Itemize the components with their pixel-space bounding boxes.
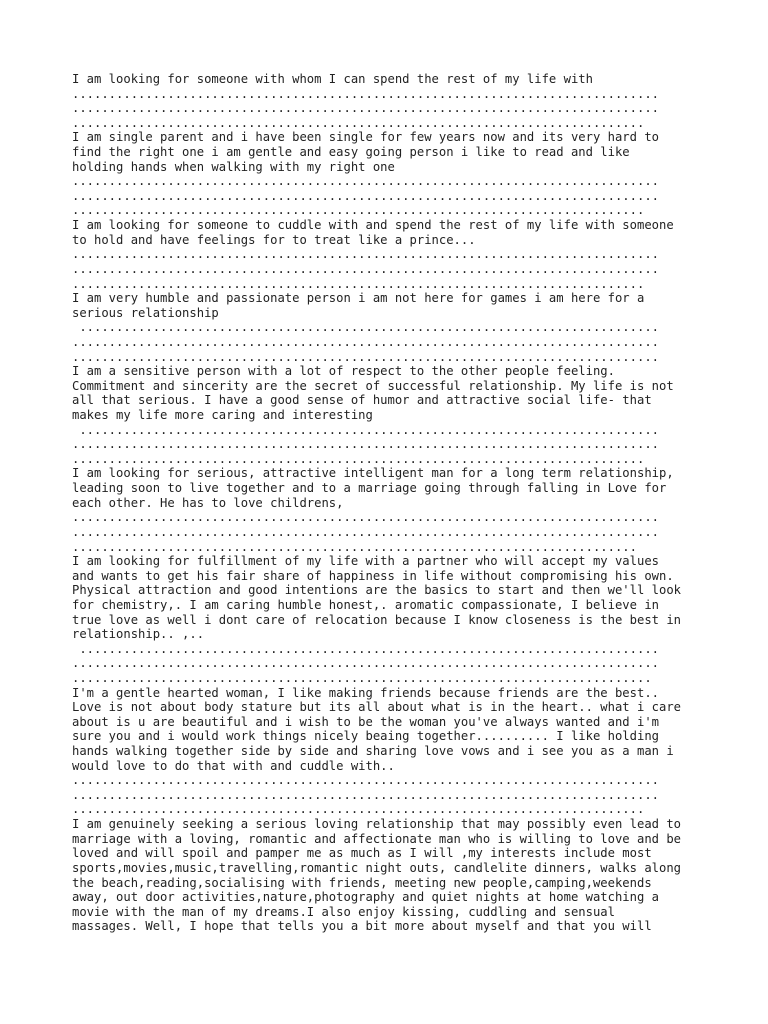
separator-line: .............................................................................: [72, 539, 637, 554]
text-line: I am single parent and i have been single for few years now and its very hard to: [72, 130, 659, 145]
separator-line: ................................................................................: [72, 510, 659, 525]
text-line: away, out door activities,nature,photography and quiet nights at home watching a: [72, 890, 659, 905]
separator-line: ...............................................................................: [72, 422, 659, 437]
separator-line: ...............................................................................: [72, 670, 652, 685]
text-line: Physical attraction and good intentions are the basics to start and then we'll look: [72, 583, 682, 598]
text-line: I am looking for fulfillment of my life with a partner who will accept my values: [72, 554, 659, 569]
text-line: for chemistry,. I am caring humble honest,. aromatic compassionate, I believe in: [72, 597, 659, 612]
text-line: I am a sensitive person with a lot of respect to the other people feeling.: [72, 364, 615, 379]
text-line: I am looking for someone with whom I can spend the rest of my life with: [72, 72, 593, 86]
text-line: I am genuinely seeking a serious loving relationship that may possibly even lead to: [72, 817, 682, 832]
text-line: all that serious. I have a good sense of humor and attractive social life- that: [72, 393, 652, 408]
text-line: I am looking for someone to cuddle with and spend the rest of my life with someone: [72, 218, 674, 233]
separator-line: ..............................................................................: [72, 276, 645, 291]
text-line: makes my life more caring and interesting: [72, 408, 373, 423]
separator-line: ................................................................................: [72, 247, 659, 262]
text-line: would love to do that with and cuddle with..: [72, 758, 395, 773]
text-line: sports,movies,music,travelling,romantic night outs, candlelite dinners, walks along: [72, 860, 682, 875]
text-line: the beach,reading,socialising with friends, meeting new people,camping,weekends: [72, 875, 652, 890]
text-line: holding hands when walking with my right one: [72, 159, 395, 174]
text-line: I'm a gentle hearted woman, I like making friends because friends are the best..: [72, 685, 659, 700]
text-line: I am looking for serious, attractive intelligent man for a long term relationship,: [72, 466, 674, 481]
separator-line: ................................................................................: [72, 101, 659, 116]
text-line: about is u are beautiful and i wish to be the woman you've always wanted and i'm: [72, 714, 659, 729]
text-line: Commitment and sincerity are the secret of successful relationship. My life is not: [72, 378, 674, 393]
text-line: hands walking together side by side and sharing love vows and i see you as a man i: [72, 744, 674, 759]
text-line: serious relationship: [72, 305, 219, 320]
separator-line: ................................................................................: [72, 349, 659, 364]
separator-line: ................................................................................: [72, 437, 659, 452]
text-line: marriage with a loving, romantic and affectionate man who is willing to love and be: [72, 831, 682, 846]
text-line: true love as well i dont care of relocation because I know closeness is the best in: [72, 612, 682, 627]
text-line: each other. He has to love childrens,: [72, 495, 344, 510]
text-line: I am very humble and passionate person i am not here for games i am here for a: [72, 291, 645, 306]
text-line: to hold and have feelings for to treat like a prince...: [72, 232, 476, 247]
text-line: leading soon to live together and to a marriage going through falling in Love for: [72, 481, 667, 496]
separator-line: ................................................................................: [72, 174, 659, 189]
text-line: and wants to get his fair share of happiness in life without compromising his own.: [72, 568, 674, 583]
text-line: sure you and i would work things nicely beaing together.......... I like holding: [72, 729, 659, 744]
separator-line: ..............................................................................: [72, 115, 645, 130]
separator-line: ................................................................................: [72, 188, 659, 203]
text-line: movie with the man of my dreams.I also enjoy kissing, cuddling and sensual: [72, 904, 615, 919]
separator-line: ..............................................................................: [72, 203, 645, 218]
separator-line: ................................................................................: [72, 524, 659, 539]
separator-line: ................................................................................: [72, 86, 659, 101]
text-line: massages. Well, I hope that tells you a bit more about myself and that you will: [72, 919, 652, 934]
text-line: Love is not about body stature but its all about what is in the heart.. what i care: [72, 700, 682, 715]
text-line: loved and will spoil and pamper me as much as I will ,my interests include most: [72, 846, 652, 861]
separator-line: ...............................................................................: [72, 320, 659, 335]
document-page: [72, 72, 712, 934]
separator-line: ................................................................................: [72, 787, 659, 802]
separator-line: ................................................................................: [72, 773, 659, 788]
separator-line: ................................................................................: [72, 334, 659, 349]
separator-line: ................................................................................: [72, 261, 659, 276]
text-line: relationship.. ,..: [72, 627, 205, 642]
separator-line: ..............................................................................: [72, 802, 645, 817]
separator-line: ..............................................................................: [72, 451, 645, 466]
separator-line: ................................................................................: [72, 656, 659, 671]
text-line: find the right one i am gentle and easy going person i like to read and like: [72, 145, 630, 160]
separator-line: ...............................................................................: [72, 641, 659, 656]
